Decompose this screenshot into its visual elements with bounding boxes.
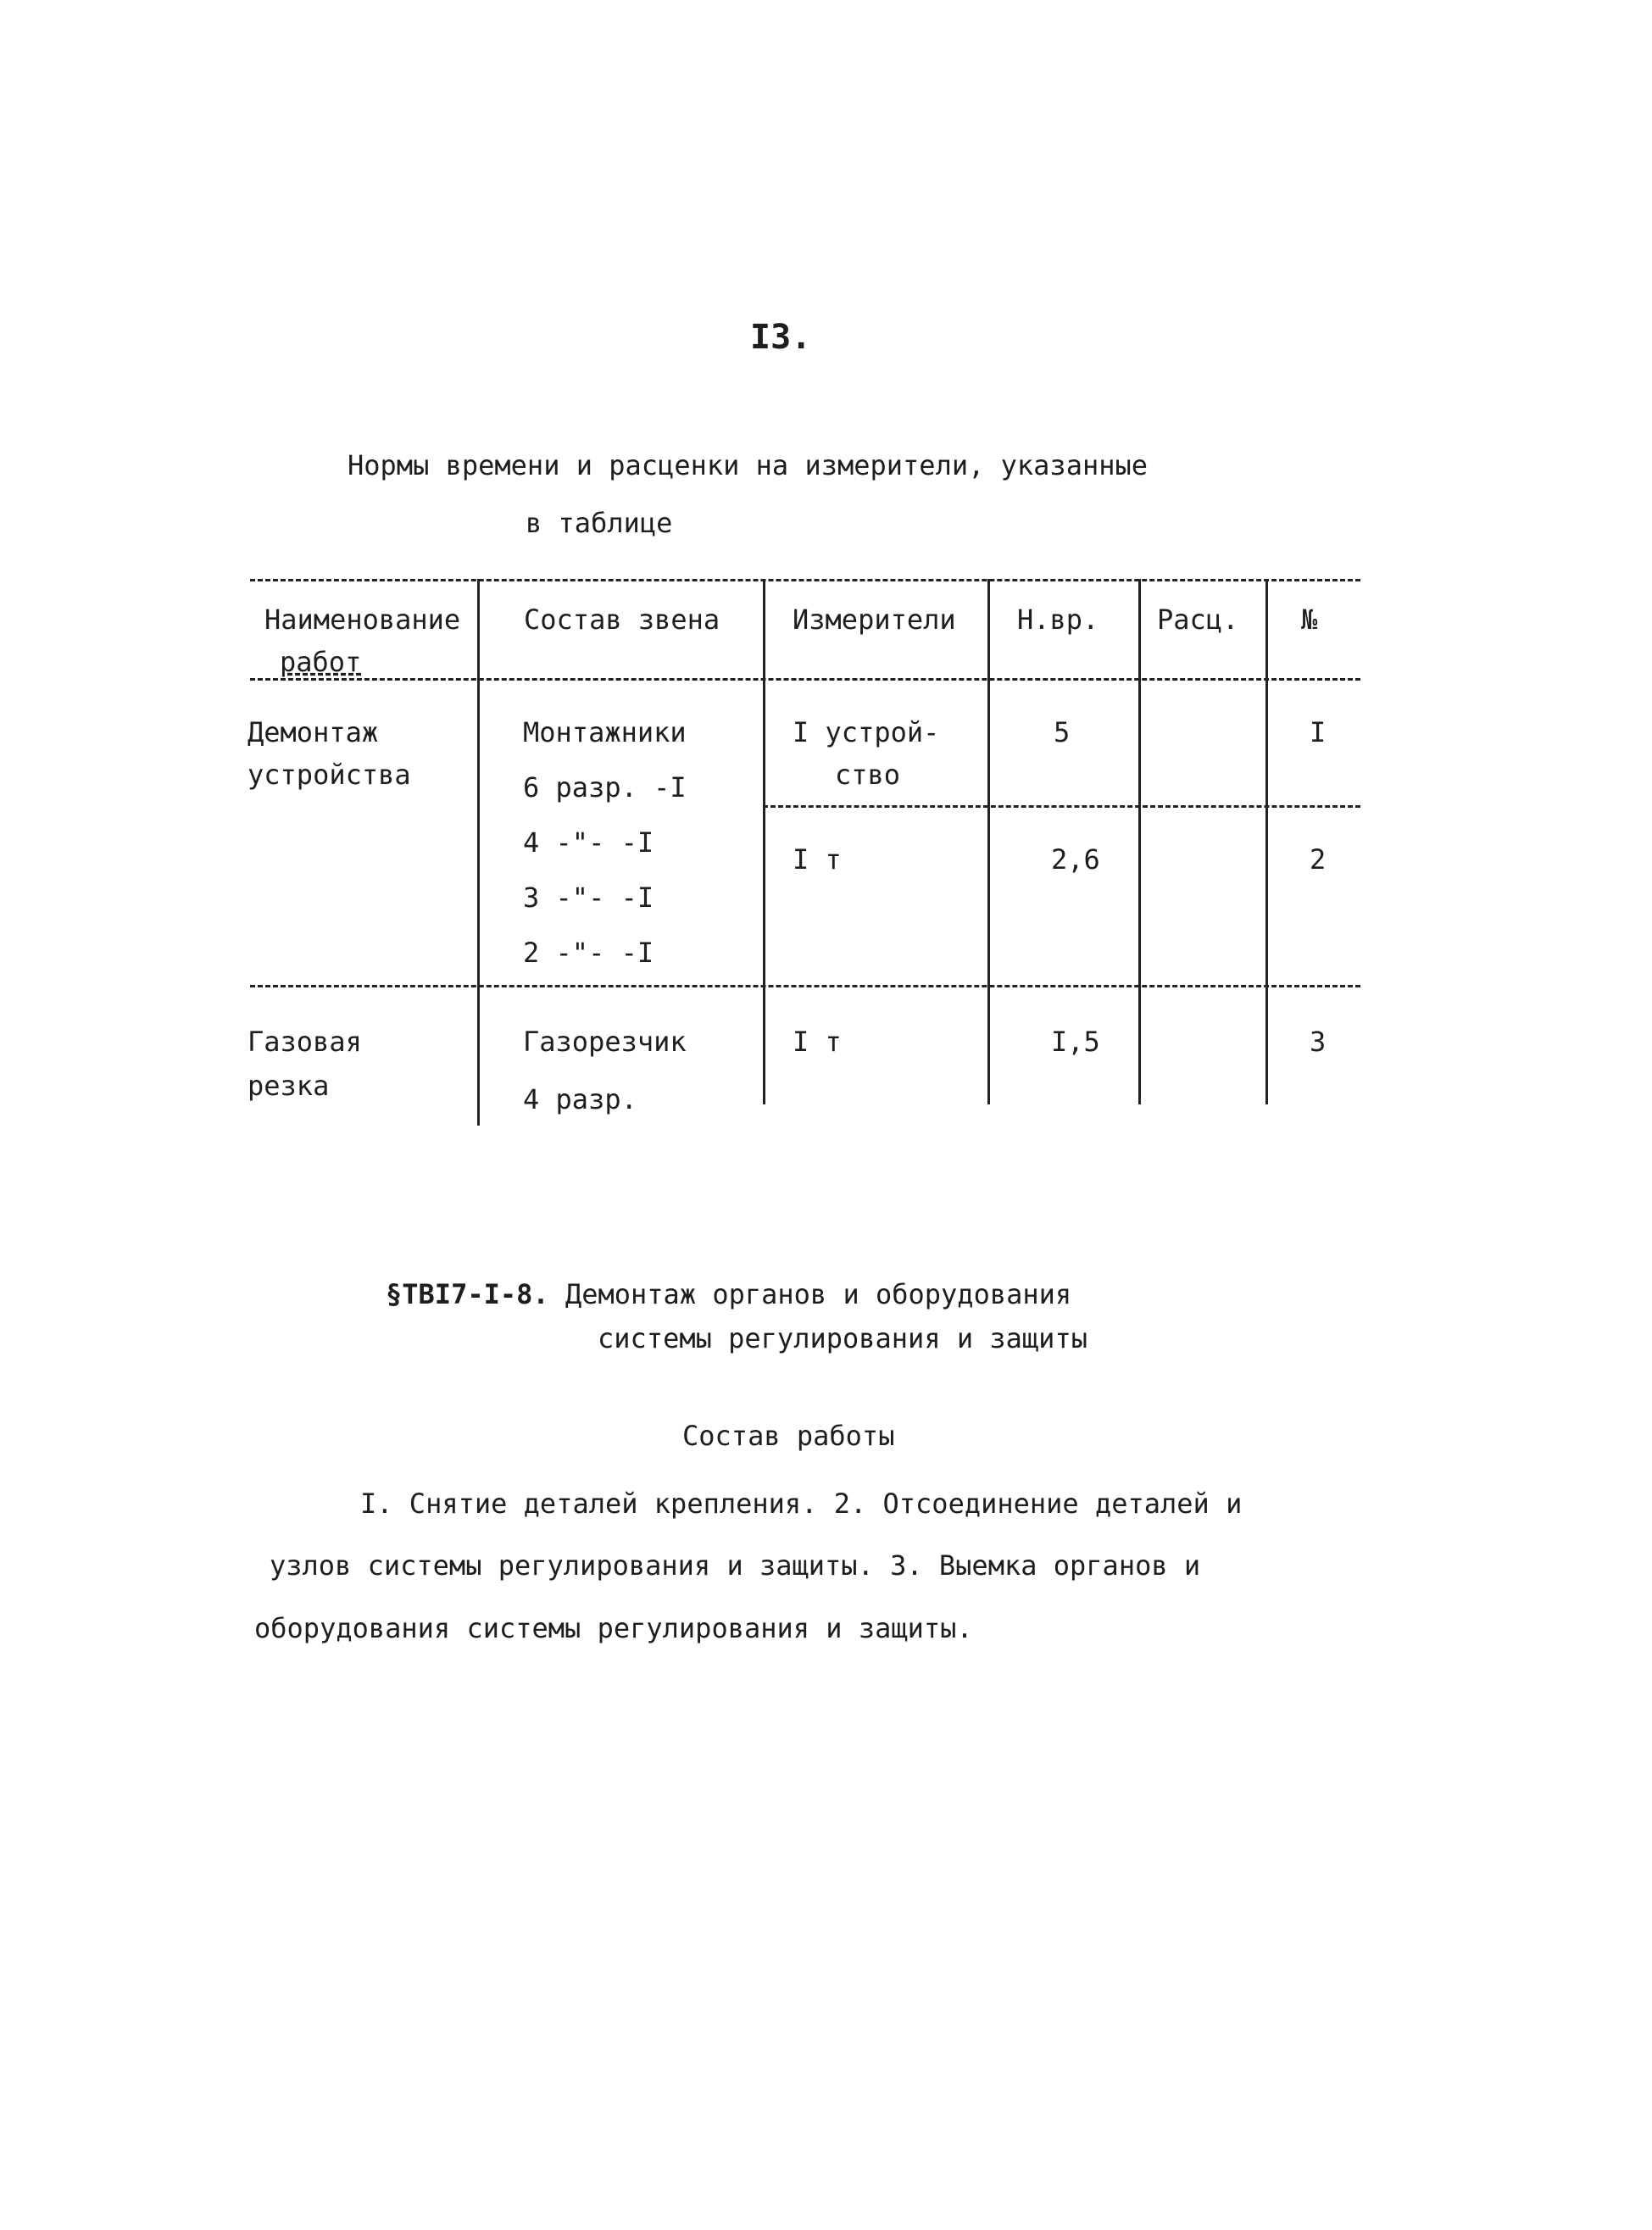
section-title-line2: системы регулирования и защиты [598, 1322, 1087, 1354]
row1-crew-2: 4 -"- -I [523, 826, 654, 859]
row2-num: 3 [1310, 1026, 1327, 1058]
row1-sub1-unit-line1: I устрой- [793, 716, 940, 748]
header-num: № [1301, 603, 1318, 636]
row1-sub2-norm: 2,6 [1051, 843, 1100, 876]
table-col-rule-2 [763, 579, 765, 1104]
row2-norm: I,5 [1051, 1026, 1100, 1058]
row1-sub2-unit: I т [793, 843, 842, 876]
row1-sub1-num: I [1310, 716, 1327, 748]
section-code: §ТВI7-I-8. [386, 1278, 549, 1310]
table-row-rule [250, 985, 1360, 987]
row1-sub2-num: 2 [1310, 843, 1327, 876]
work-composition-line3: оборудования системы регулирования и защиты. [254, 1612, 973, 1644]
row2-name-line2: резка [248, 1070, 330, 1102]
row2-crew-0: Газорезчик [523, 1026, 687, 1058]
table-caption-line1: Нормы времени и расценки на измерители, указанные [348, 449, 1149, 481]
row1-crew-4: 2 -"- -I [523, 937, 654, 969]
table-col-rule-3 [987, 579, 990, 1104]
work-composition-line1: I. Снятие деталей крепления. 2. Отсоединение деталей и [360, 1488, 1243, 1520]
row1-sub1-norm: 5 [1054, 716, 1071, 748]
work-composition-heading: Состав работы [682, 1420, 895, 1452]
page-number: I3. [750, 318, 812, 357]
table-top-rule [250, 579, 1360, 581]
table-caption-line2: в таблице [526, 507, 673, 539]
table-col-rule-4 [1138, 579, 1141, 1104]
table-header-rule [250, 678, 1360, 681]
header-rate: Расц. [1157, 603, 1239, 636]
section-title-line1: Демонтаж органов и оборудования [565, 1278, 1072, 1310]
section-heading-line1 [386, 1278, 1071, 1310]
row2-unit: I т [793, 1026, 842, 1058]
row2-crew-1: 4 разр. [523, 1083, 637, 1115]
table-subrow-rule [763, 805, 1360, 808]
row1-crew-0: Монтажники [523, 716, 687, 748]
row1-name-line1: Демонтаж [248, 716, 379, 748]
row1-sub1-unit-line2: ство [835, 759, 901, 791]
table-col-rule-1 [477, 579, 480, 1126]
header-name-line2: работ [280, 646, 362, 678]
header-unit: Измерители [793, 603, 956, 636]
row2-name-line1: Газовая [248, 1026, 362, 1058]
table-col-rule-5 [1265, 579, 1268, 1104]
row1-crew-1: 6 разр. -I [523, 771, 687, 804]
header-norm: Н.вр. [1017, 603, 1099, 636]
row1-name-line2: устройства [248, 759, 411, 791]
header-crew: Состав звена [524, 603, 720, 636]
header-name-line1: Наименование [264, 603, 461, 636]
work-composition-line2: узлов системы регулирования и защиты. 3. Выемка органов и [270, 1549, 1201, 1582]
row1-crew-3: 3 -"- -I [523, 881, 654, 914]
